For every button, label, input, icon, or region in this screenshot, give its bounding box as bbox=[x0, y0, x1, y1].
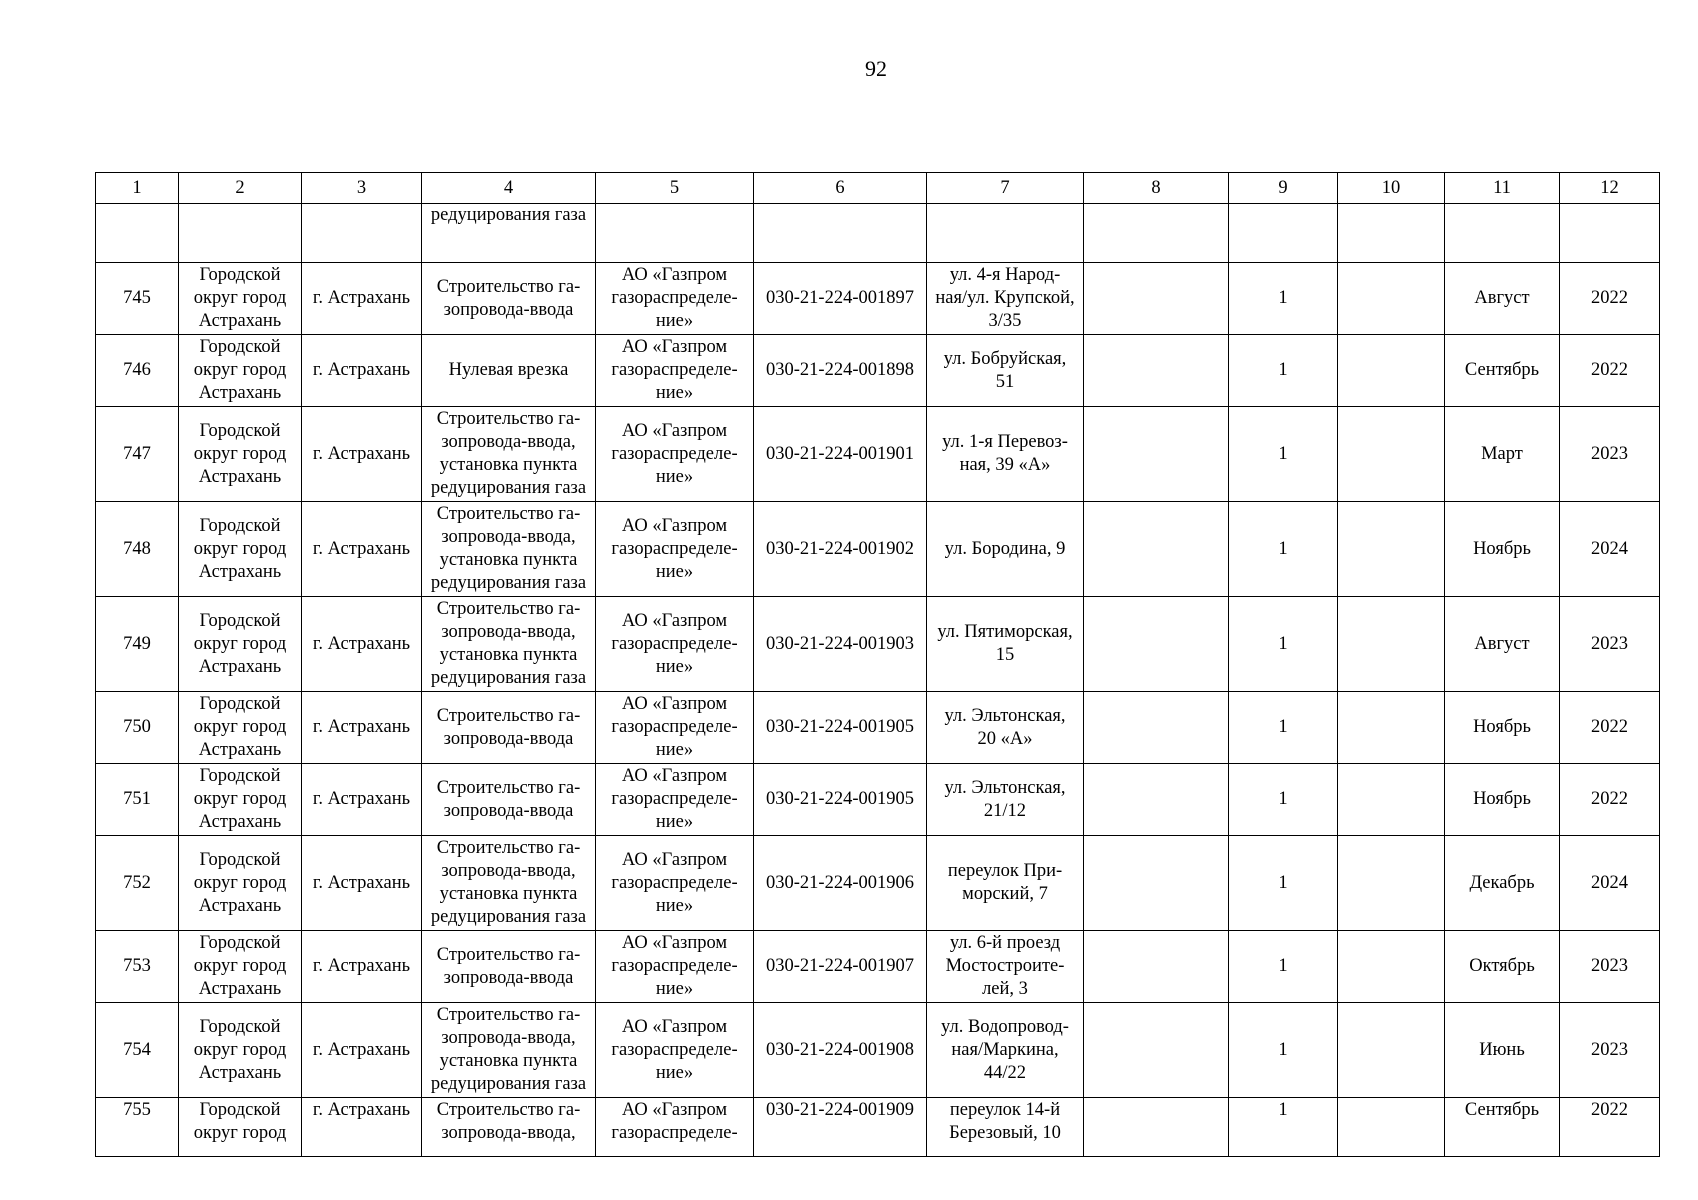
cell-locality: г. Астрахань bbox=[302, 1003, 422, 1098]
cell-count: 1 bbox=[1229, 931, 1338, 1003]
column-header: 12 bbox=[1560, 173, 1660, 204]
column-header: 2 bbox=[179, 173, 302, 204]
cell-object-code: 030-21-224-001905 bbox=[754, 764, 927, 836]
cell-row-number: 755 bbox=[96, 1098, 179, 1157]
cell-count: 1 bbox=[1229, 836, 1338, 931]
cell-month: Сентябрь bbox=[1445, 335, 1560, 407]
cell-month: Ноябрь bbox=[1445, 764, 1560, 836]
cell-description: Строительство га- зопровода-ввода, установка пункта редуцирования газа bbox=[422, 836, 596, 931]
continuation-row bbox=[96, 204, 1660, 263]
cell-count: 1 bbox=[1229, 502, 1338, 597]
cell-description: редуцирования газа bbox=[422, 204, 596, 263]
column-header: 9 bbox=[1229, 173, 1338, 204]
cell-col10 bbox=[1338, 764, 1445, 836]
table-body bbox=[96, 204, 1660, 1157]
cell-empty bbox=[596, 204, 754, 263]
cell-description: Строительство га- зопровода-ввода bbox=[422, 764, 596, 836]
cell-address: ул. 1-я Перевоз- ная, 39 «А» bbox=[927, 407, 1084, 502]
cell-address: ул. Пятиморская, 15 bbox=[927, 597, 1084, 692]
cell-object-code: 030-21-224-001906 bbox=[754, 836, 927, 931]
cell-organization: АО «Газпром газораспределе- ние» bbox=[596, 692, 754, 764]
cell-object-code: 030-21-224-001907 bbox=[754, 931, 927, 1003]
table-row bbox=[96, 692, 1660, 764]
cell-locality: г. Астрахань bbox=[302, 836, 422, 931]
table-row bbox=[96, 502, 1660, 597]
cell-month: Июнь bbox=[1445, 1003, 1560, 1098]
cell-col10 bbox=[1338, 335, 1445, 407]
cell-col10 bbox=[1338, 407, 1445, 502]
cell-locality: г. Астрахань bbox=[302, 597, 422, 692]
column-header: 1 bbox=[96, 173, 179, 204]
cell-district: Городской округ город Астрахань bbox=[179, 931, 302, 1003]
cell-col10 bbox=[1338, 1003, 1445, 1098]
column-header: 11 bbox=[1445, 173, 1560, 204]
cell-description: Строительство га- зопровода-ввода, установка пункта редуцирования газа bbox=[422, 597, 596, 692]
cell-count: 1 bbox=[1229, 263, 1338, 335]
cell-count: 1 bbox=[1229, 407, 1338, 502]
cell-empty bbox=[1229, 204, 1338, 263]
cell-col8 bbox=[1084, 764, 1229, 836]
cell-col8 bbox=[1084, 1003, 1229, 1098]
cell-col10 bbox=[1338, 836, 1445, 931]
cell-district: Городской округ город Астрахань bbox=[179, 764, 302, 836]
cell-description: Строительство га- зопровода-ввода bbox=[422, 263, 596, 335]
cell-col8 bbox=[1084, 1098, 1229, 1157]
column-header: 6 bbox=[754, 173, 927, 204]
cell-organization: АО «Газпром газораспределе- ние» bbox=[596, 764, 754, 836]
cell-year: 2023 bbox=[1560, 931, 1660, 1003]
cell-row-number: 754 bbox=[96, 1003, 179, 1098]
cell-empty bbox=[96, 204, 179, 263]
cell-month: Сентябрь bbox=[1445, 1098, 1560, 1157]
column-header: 3 bbox=[302, 173, 422, 204]
cell-locality: г. Астрахань bbox=[302, 764, 422, 836]
cell-organization: АО «Газпром газораспределе- ние» bbox=[596, 1003, 754, 1098]
cell-year: 2024 bbox=[1560, 836, 1660, 931]
cell-row-number: 753 bbox=[96, 931, 179, 1003]
cell-organization: АО «Газпром газораспределе- ние» bbox=[596, 931, 754, 1003]
cell-empty bbox=[927, 204, 1084, 263]
cell-address: ул. Водопровод- ная/Маркина, 44/22 bbox=[927, 1003, 1084, 1098]
cell-locality: г. Астрахань bbox=[302, 502, 422, 597]
cell-object-code: 030-21-224-001898 bbox=[754, 335, 927, 407]
column-header: 10 bbox=[1338, 173, 1445, 204]
cell-address: ул. 6-й проезд Мостостроите- лей, 3 bbox=[927, 931, 1084, 1003]
cell-district: Городской округ город bbox=[179, 1098, 302, 1157]
cell-count: 1 bbox=[1229, 692, 1338, 764]
cell-count: 1 bbox=[1229, 597, 1338, 692]
cell-object-code: 030-21-224-001905 bbox=[754, 692, 927, 764]
cell-row-number: 750 bbox=[96, 692, 179, 764]
table-row bbox=[96, 764, 1660, 836]
cell-count: 1 bbox=[1229, 764, 1338, 836]
cell-month: Ноябрь bbox=[1445, 502, 1560, 597]
cell-row-number: 749 bbox=[96, 597, 179, 692]
cell-row-number: 747 bbox=[96, 407, 179, 502]
cell-organization: АО «Газпром газораспределе- ние» bbox=[596, 597, 754, 692]
table-row bbox=[96, 1098, 1660, 1157]
cell-col10 bbox=[1338, 502, 1445, 597]
registry-table bbox=[95, 172, 1660, 1157]
cell-locality: г. Астрахань bbox=[302, 407, 422, 502]
cell-count: 1 bbox=[1229, 1003, 1338, 1098]
cell-col8 bbox=[1084, 692, 1229, 764]
cell-empty bbox=[1338, 204, 1445, 263]
cell-month: Август bbox=[1445, 263, 1560, 335]
table-row bbox=[96, 1003, 1660, 1098]
cell-description: Строительство га- зопровода-ввода bbox=[422, 692, 596, 764]
cell-object-code: 030-21-224-001897 bbox=[754, 263, 927, 335]
cell-year: 2022 bbox=[1560, 335, 1660, 407]
cell-year: 2022 bbox=[1560, 764, 1660, 836]
cell-col8 bbox=[1084, 407, 1229, 502]
cell-col8 bbox=[1084, 931, 1229, 1003]
cell-col8 bbox=[1084, 597, 1229, 692]
column-number-row bbox=[96, 173, 1660, 204]
column-header: 7 bbox=[927, 173, 1084, 204]
cell-organization: АО «Газпром газораспределе- ние» bbox=[596, 263, 754, 335]
cell-col10 bbox=[1338, 931, 1445, 1003]
column-header: 8 bbox=[1084, 173, 1229, 204]
cell-district: Городской округ город Астрахань bbox=[179, 1003, 302, 1098]
cell-row-number: 752 bbox=[96, 836, 179, 931]
cell-district: Городской округ город Астрахань bbox=[179, 597, 302, 692]
cell-year: 2023 bbox=[1560, 407, 1660, 502]
cell-locality: г. Астрахань bbox=[302, 263, 422, 335]
cell-row-number: 745 bbox=[96, 263, 179, 335]
cell-address: ул. 4-я Народ- ная/ул. Крупской, 3/35 bbox=[927, 263, 1084, 335]
table-row bbox=[96, 597, 1660, 692]
cell-district: Городской округ город Астрахань bbox=[179, 502, 302, 597]
cell-locality: г. Астрахань bbox=[302, 335, 422, 407]
cell-description: Строительство га- зопровода-ввода, установка пункта редуцирования газа bbox=[422, 502, 596, 597]
cell-month: Октябрь bbox=[1445, 931, 1560, 1003]
column-header: 4 bbox=[422, 173, 596, 204]
cell-description: Строительство га- зопровода-ввода bbox=[422, 931, 596, 1003]
cell-object-code: 030-21-224-001902 bbox=[754, 502, 927, 597]
cell-district: Городской округ город Астрахань bbox=[179, 335, 302, 407]
cell-address: переулок При- морский, 7 bbox=[927, 836, 1084, 931]
cell-empty bbox=[754, 204, 927, 263]
cell-month: Декабрь bbox=[1445, 836, 1560, 931]
cell-month: Август bbox=[1445, 597, 1560, 692]
cell-locality: г. Астрахань bbox=[302, 692, 422, 764]
cell-col8 bbox=[1084, 502, 1229, 597]
cell-month: Ноябрь bbox=[1445, 692, 1560, 764]
cell-locality: г. Астрахань bbox=[302, 931, 422, 1003]
cell-col10 bbox=[1338, 263, 1445, 335]
cell-address: ул. Эльтонская, 20 «А» bbox=[927, 692, 1084, 764]
cell-district: Городской округ город Астрахань bbox=[179, 836, 302, 931]
table-row bbox=[96, 836, 1660, 931]
cell-description: Строительство га- зопровода-ввода, установка пункта редуцирования газа bbox=[422, 407, 596, 502]
cell-count: 1 bbox=[1229, 335, 1338, 407]
cell-object-code: 030-21-224-001909 bbox=[754, 1098, 927, 1157]
cell-empty bbox=[1445, 204, 1560, 263]
cell-year: 2022 bbox=[1560, 692, 1660, 764]
cell-district: Городской округ город Астрахань bbox=[179, 263, 302, 335]
cell-locality: г. Астрахань bbox=[302, 1098, 422, 1157]
cell-col8 bbox=[1084, 335, 1229, 407]
cell-organization: АО «Газпром газораспределе- bbox=[596, 1098, 754, 1157]
cell-year: 2023 bbox=[1560, 597, 1660, 692]
cell-description: Нулевая врезка bbox=[422, 335, 596, 407]
cell-col8 bbox=[1084, 836, 1229, 931]
table-row bbox=[96, 263, 1660, 335]
table-row bbox=[96, 407, 1660, 502]
cell-district: Городской округ город Астрахань bbox=[179, 692, 302, 764]
cell-col10 bbox=[1338, 597, 1445, 692]
cell-col10 bbox=[1338, 692, 1445, 764]
table-row bbox=[96, 931, 1660, 1003]
cell-object-code: 030-21-224-001903 bbox=[754, 597, 927, 692]
column-header: 5 bbox=[596, 173, 754, 204]
cell-col8 bbox=[1084, 263, 1229, 335]
cell-col10 bbox=[1338, 1098, 1445, 1157]
page-number: 92 bbox=[865, 56, 887, 81]
cell-object-code: 030-21-224-001908 bbox=[754, 1003, 927, 1098]
cell-address: переулок 14-й Березовый, 10 bbox=[927, 1098, 1084, 1157]
cell-row-number: 751 bbox=[96, 764, 179, 836]
cell-year: 2024 bbox=[1560, 502, 1660, 597]
cell-address: ул. Бобруйская, 51 bbox=[927, 335, 1084, 407]
cell-count: 1 bbox=[1229, 1098, 1338, 1157]
cell-organization: АО «Газпром газораспределе- ние» bbox=[596, 335, 754, 407]
cell-organization: АО «Газпром газораспределе- ние» bbox=[596, 502, 754, 597]
cell-address: ул. Бородина, 9 bbox=[927, 502, 1084, 597]
cell-empty bbox=[1084, 204, 1229, 263]
cell-empty bbox=[302, 204, 422, 263]
cell-empty bbox=[1560, 204, 1660, 263]
cell-district: Городской округ город Астрахань bbox=[179, 407, 302, 502]
cell-year: 2022 bbox=[1560, 1098, 1660, 1157]
cell-row-number: 746 bbox=[96, 335, 179, 407]
cell-empty bbox=[179, 204, 302, 263]
cell-organization: АО «Газпром газораспределе- ние» bbox=[596, 836, 754, 931]
cell-address: ул. Эльтонская, 21/12 bbox=[927, 764, 1084, 836]
table-row bbox=[96, 335, 1660, 407]
cell-description: Строительство га- зопровода-ввода, bbox=[422, 1098, 596, 1157]
cell-organization: АО «Газпром газораспределе- ние» bbox=[596, 407, 754, 502]
cell-row-number: 748 bbox=[96, 502, 179, 597]
cell-description: Строительство га- зопровода-ввода, установка пункта редуцирования газа bbox=[422, 1003, 596, 1098]
cell-object-code: 030-21-224-001901 bbox=[754, 407, 927, 502]
cell-year: 2022 bbox=[1560, 263, 1660, 335]
cell-year: 2023 bbox=[1560, 1003, 1660, 1098]
cell-month: Март bbox=[1445, 407, 1560, 502]
